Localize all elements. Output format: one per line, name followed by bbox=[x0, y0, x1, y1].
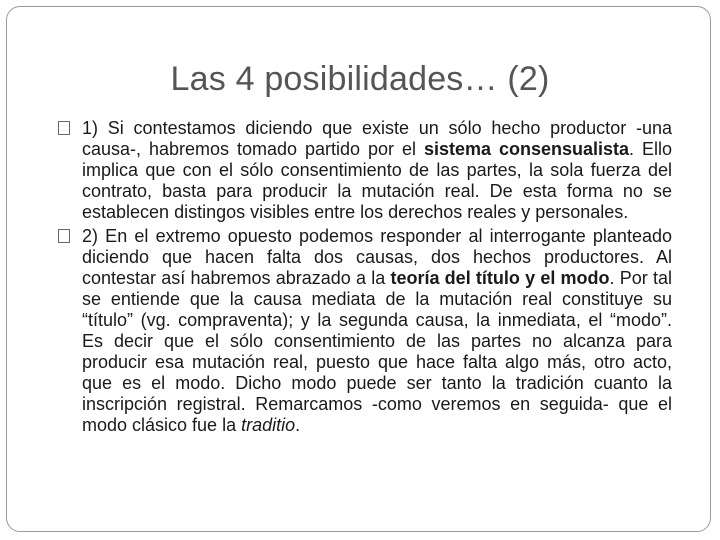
bullet-1-text-b: . Ello implica que con el sólo consentimiento de las partes, la sola fuerza del contrato, basta para producir la mutación real. De esta forma no se establecen distingos visibles entre los derechos reales y personales. bbox=[82, 139, 672, 222]
square-bullet-icon bbox=[58, 229, 70, 243]
bullet-item-1 bbox=[82, 118, 672, 223]
bullet-2-text-a: 2) En el extremo opuesto podemos responder al interrogante planteado diciendo que hacen falta dos causas, dos hechos productores. Al contestar así habremos abrazado a la bbox=[82, 226, 672, 288]
bullet-2-text-c: . bbox=[295, 415, 301, 435]
bullet-1-text-a: 1) Si contestamos diciendo que existe un sólo hecho productor -una causa-, habremos tomado partido por el bbox=[82, 118, 672, 159]
bullet-2-text-bold: teoría del título y el modo bbox=[390, 268, 610, 288]
bullet-2-text-b: . Por tal se entiende que la causa mediata de la mutación real constituye su “título” (vg. compraventa); y la segunda causa, la inmediata, el “modo”. Es decir que el sólo consentimiento de las partes no alcanza para producir esa mutación real, puesto que hace falta algo más, otro acto, que es el modo. Dicho modo puede ser tanto la tradición cuanto la inscripción registral. Remarcamos -como veremos en seguida- que el modo clásico fue la bbox=[82, 268, 672, 435]
bullet-1-text-bold: sistema consensualista bbox=[423, 139, 629, 159]
bullet-2-text-italic: traditio bbox=[241, 415, 296, 435]
square-bullet-icon bbox=[58, 121, 70, 135]
bullet-list bbox=[82, 118, 672, 439]
slide-title: Las 4 posibilidades… (2) bbox=[170, 60, 550, 98]
bullet-item-2 bbox=[82, 226, 672, 436]
